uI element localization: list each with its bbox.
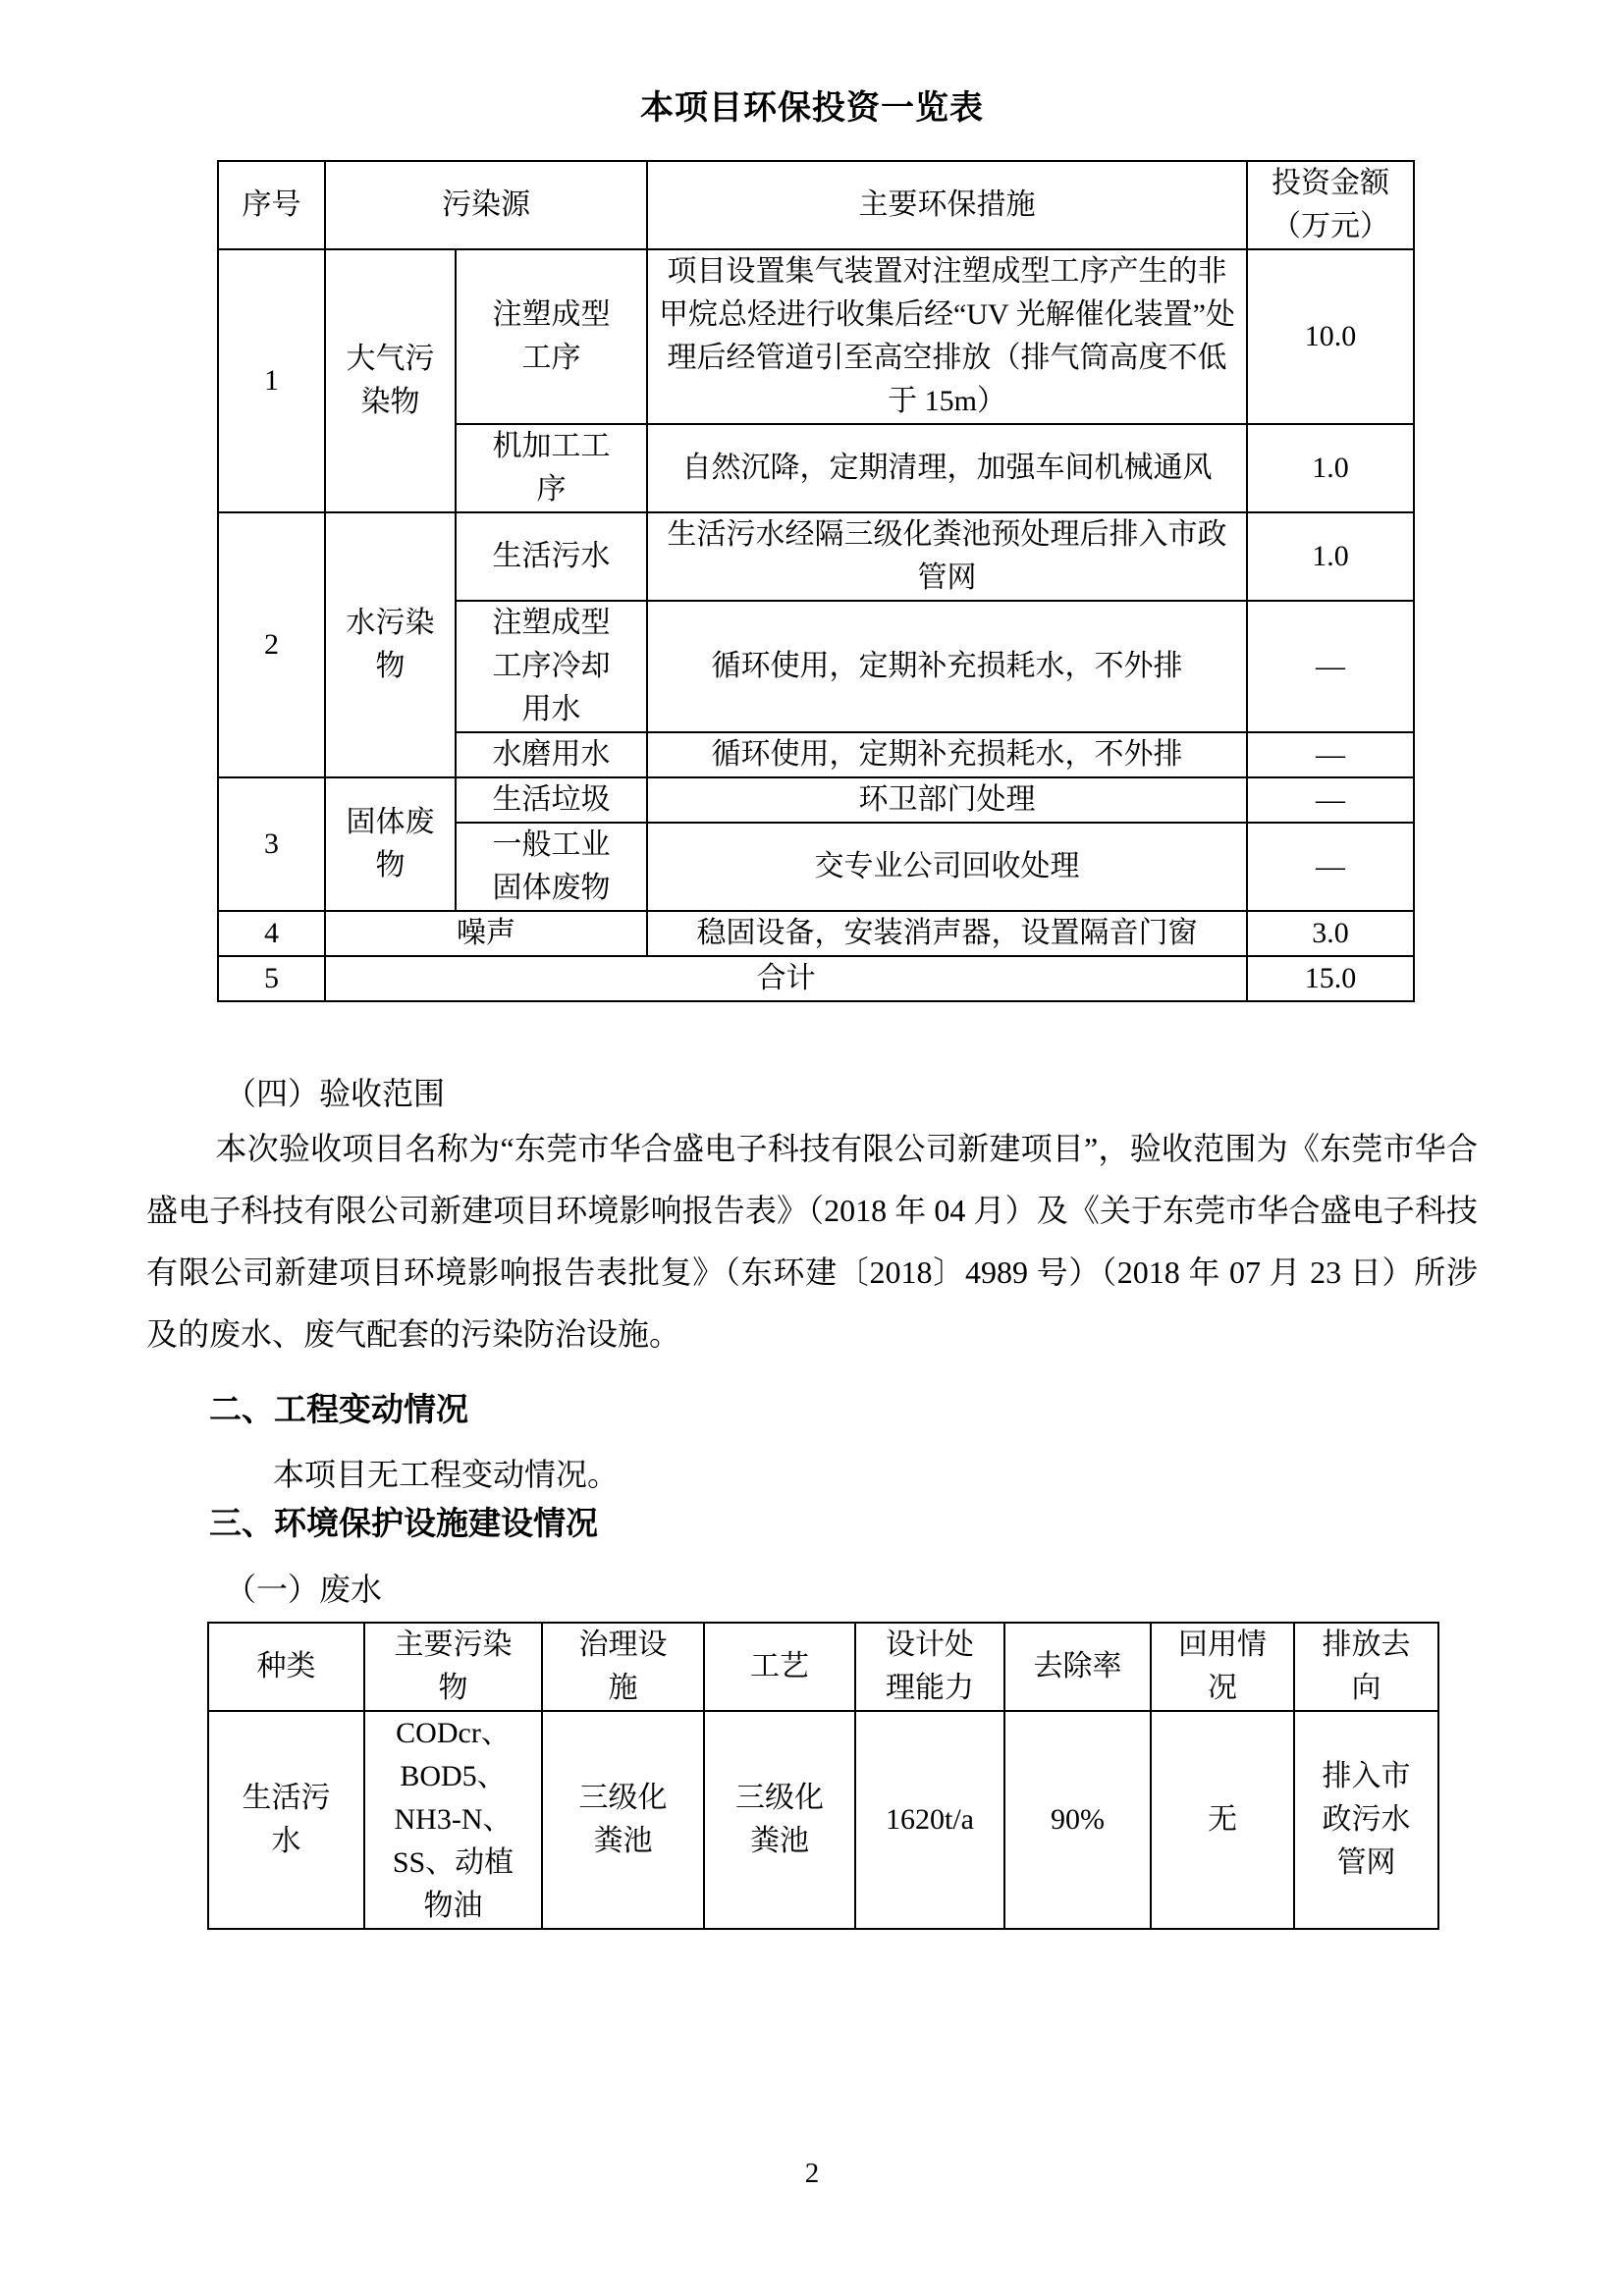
header-pollutants: 主要污染物 [364,1623,542,1711]
amount-cell: 15.0 [1247,956,1414,1001]
scope-paragraph: 本次验收项目名称为“东莞市华合盛电子科技有限公司新建项目”，验收范围为《东莞市华合盛电子科技有限公司新建项目环境影响报告表》（2018 年 04 月）及《关于东莞市华合盛电子科技有限公司新建项目环境影响报告表批复》（东环建〔2018〕4989 号）（2018 年 07 月 23 日）所涉及的废水、废气配套的污染防治设施。 [146,1131,1478,1352]
header-amount-line2: （万元） [1272,210,1389,242]
reuse-cell: 无 [1151,1711,1294,1929]
measure-cell: 稳固设备，安装消声器，设置隔音门窗 [647,911,1247,956]
total-row [218,956,1414,1001]
capacity-cell: 1620t/a [855,1711,1004,1929]
page-title: 本项目环保投资一览表 [640,90,984,127]
discharge-cell: 排入市政污水管网 [1294,1711,1438,1929]
header-index: 序号 [218,161,325,249]
scope-heading: （四）验收范围 [225,1076,446,1111]
index-cell: 5 [218,956,325,1001]
amount-cell: — [1247,601,1414,732]
table-row [218,249,1414,424]
header-discharge: 排放去向 [1294,1623,1438,1711]
header-facility: 治理设施 [542,1623,704,1711]
header-process: 工艺 [704,1623,855,1711]
index-cell: 1 [218,249,325,512]
source-cell: 噪声 [325,911,647,956]
pollutants-cell: CODcr、BOD5、NH3-N、SS、动植物油 [364,1711,542,1929]
header-amount [1247,161,1414,249]
header-removal-rate: 去除率 [1004,1623,1151,1711]
measure-cell: 循环使用，定期补充损耗水，不外排 [647,601,1247,732]
table-row [208,1711,1438,1929]
source-cell: 水污染物 [325,512,456,777]
item-cell: 机加工工序 [456,424,647,512]
index-cell: 3 [218,777,325,911]
noise-row [218,911,1414,956]
item-cell: 水磨用水 [456,732,647,777]
amount-cell: 1.0 [1247,512,1414,601]
amount-cell: — [1247,732,1414,777]
source-cell: 固体废物 [325,777,456,911]
item-cell: 生活垃圾 [456,777,647,823]
wastewater-table-header-row [208,1623,1438,1711]
item-cell: 生活污水 [456,512,647,601]
item-cell: 一般工业固体废物 [456,823,647,911]
process-cell: 三级化粪池 [704,1711,855,1929]
section2-heading: 二、工程变动情况 [209,1393,468,1428]
total-label-cell: 合计 [325,956,1247,1001]
amount-cell: 10.0 [1247,249,1414,424]
source-cell: 大气污染物 [325,249,456,512]
header-capacity: 设计处理能力 [855,1623,1004,1711]
type-cell: 生活污水 [208,1711,364,1929]
measure-cell: 环卫部门处理 [647,777,1247,823]
wastewater-table [207,1622,1439,1930]
item-cell: 注塑成型工序冷却用水 [456,601,647,732]
measure-cell: 项目设置集气装置对注塑成型工序产生的非甲烷总烃进行收集后经“UV 光解催化装置”处理后经管道引至高空排放（排气筒高度不低于 15m） [647,249,1247,424]
investment-table [217,160,1415,1002]
measure-cell: 自然沉降，定期清理，加强车间机械通风 [647,424,1247,512]
removal-rate-cell: 90% [1004,1711,1151,1929]
facility-cell: 三级化粪池 [542,1711,704,1929]
wastewater-heading: （一）废水 [225,1572,383,1607]
item-cell: 注塑成型工序 [456,249,647,424]
section2-body: 本项目无工程变动情况。 [273,1457,620,1492]
section3-heading: 三、环境保护设施建设情况 [209,1507,598,1542]
amount-cell: 1.0 [1247,424,1414,512]
measure-cell: 生活污水经隔三级化粪池预处理后排入市政管网 [647,512,1247,601]
header-amount-line1: 投资金额 [1272,167,1389,199]
amount-cell: — [1247,823,1414,911]
header-type: 种类 [208,1623,364,1711]
page-number: 2 [804,2158,820,2189]
index-cell: 2 [218,512,325,777]
header-source: 污染源 [325,161,647,249]
index-cell: 4 [218,911,325,956]
table-row [218,777,1414,823]
amount-cell: — [1247,777,1414,823]
investment-table-header-row [218,161,1414,249]
header-reuse: 回用情况 [1151,1623,1294,1711]
header-measures: 主要环保措施 [647,161,1247,249]
amount-cell: 3.0 [1247,911,1414,956]
measure-cell: 交专业公司回收处理 [647,823,1247,911]
measure-cell: 循环使用，定期补充损耗水，不外排 [647,732,1247,777]
table-row [218,512,1414,601]
